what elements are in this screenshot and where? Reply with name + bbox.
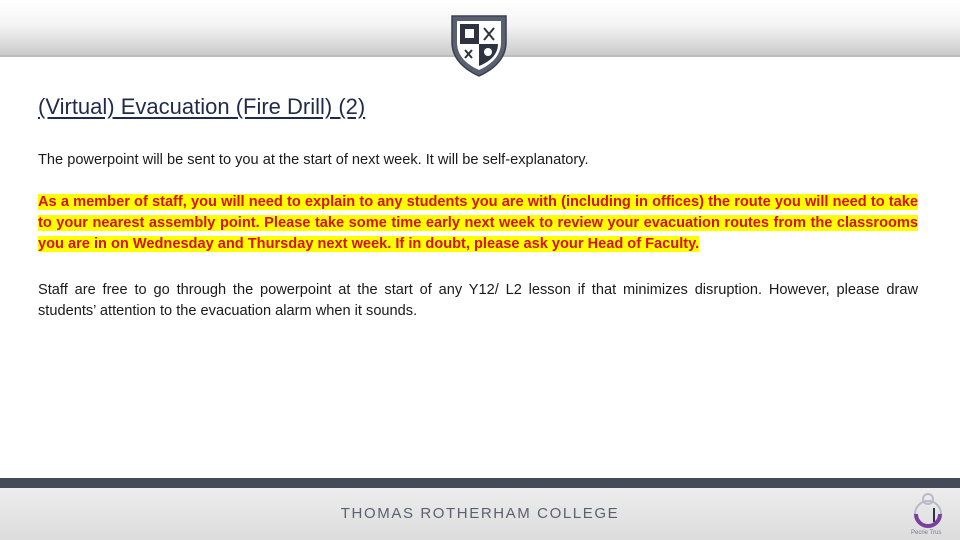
college-crest-icon: [448, 12, 510, 78]
college-name-text: THOMAS ROTHERHAM COLLEGE: [340, 505, 620, 522]
trust-logo-icon: [910, 490, 950, 536]
intro-paragraph: The powerpoint will be sent to you at the start of next week. It will be self-explanatory.: [38, 152, 589, 168]
highlighted-instructions: As a member of staff, you will need to explain to any students you are with (including in offices) the route you will need to take to your nearest assembly point. Please take some time early next week to review your evacuation routes from the classrooms you are in on Wednesday and Thursday next week. If in doubt, please ask your Head of Faculty.: [38, 194, 918, 252]
staff-instructions-paragraph: [38, 192, 918, 255]
footer-bar: [0, 478, 960, 488]
staff-note-paragraph: Staff are free to go through the powerpoint at the start of any Y12/ L2 lesson if that minimizes disruption. However, please draw students’ attention to the evacuation alarm when it sounds.: [38, 282, 918, 319]
trust-logo-text: Pecrie Trus: [911, 530, 942, 536]
college-name: [0, 505, 960, 522]
slide-title: (Virtual) Evacuation (Fire Drill) (2): [38, 94, 366, 119]
